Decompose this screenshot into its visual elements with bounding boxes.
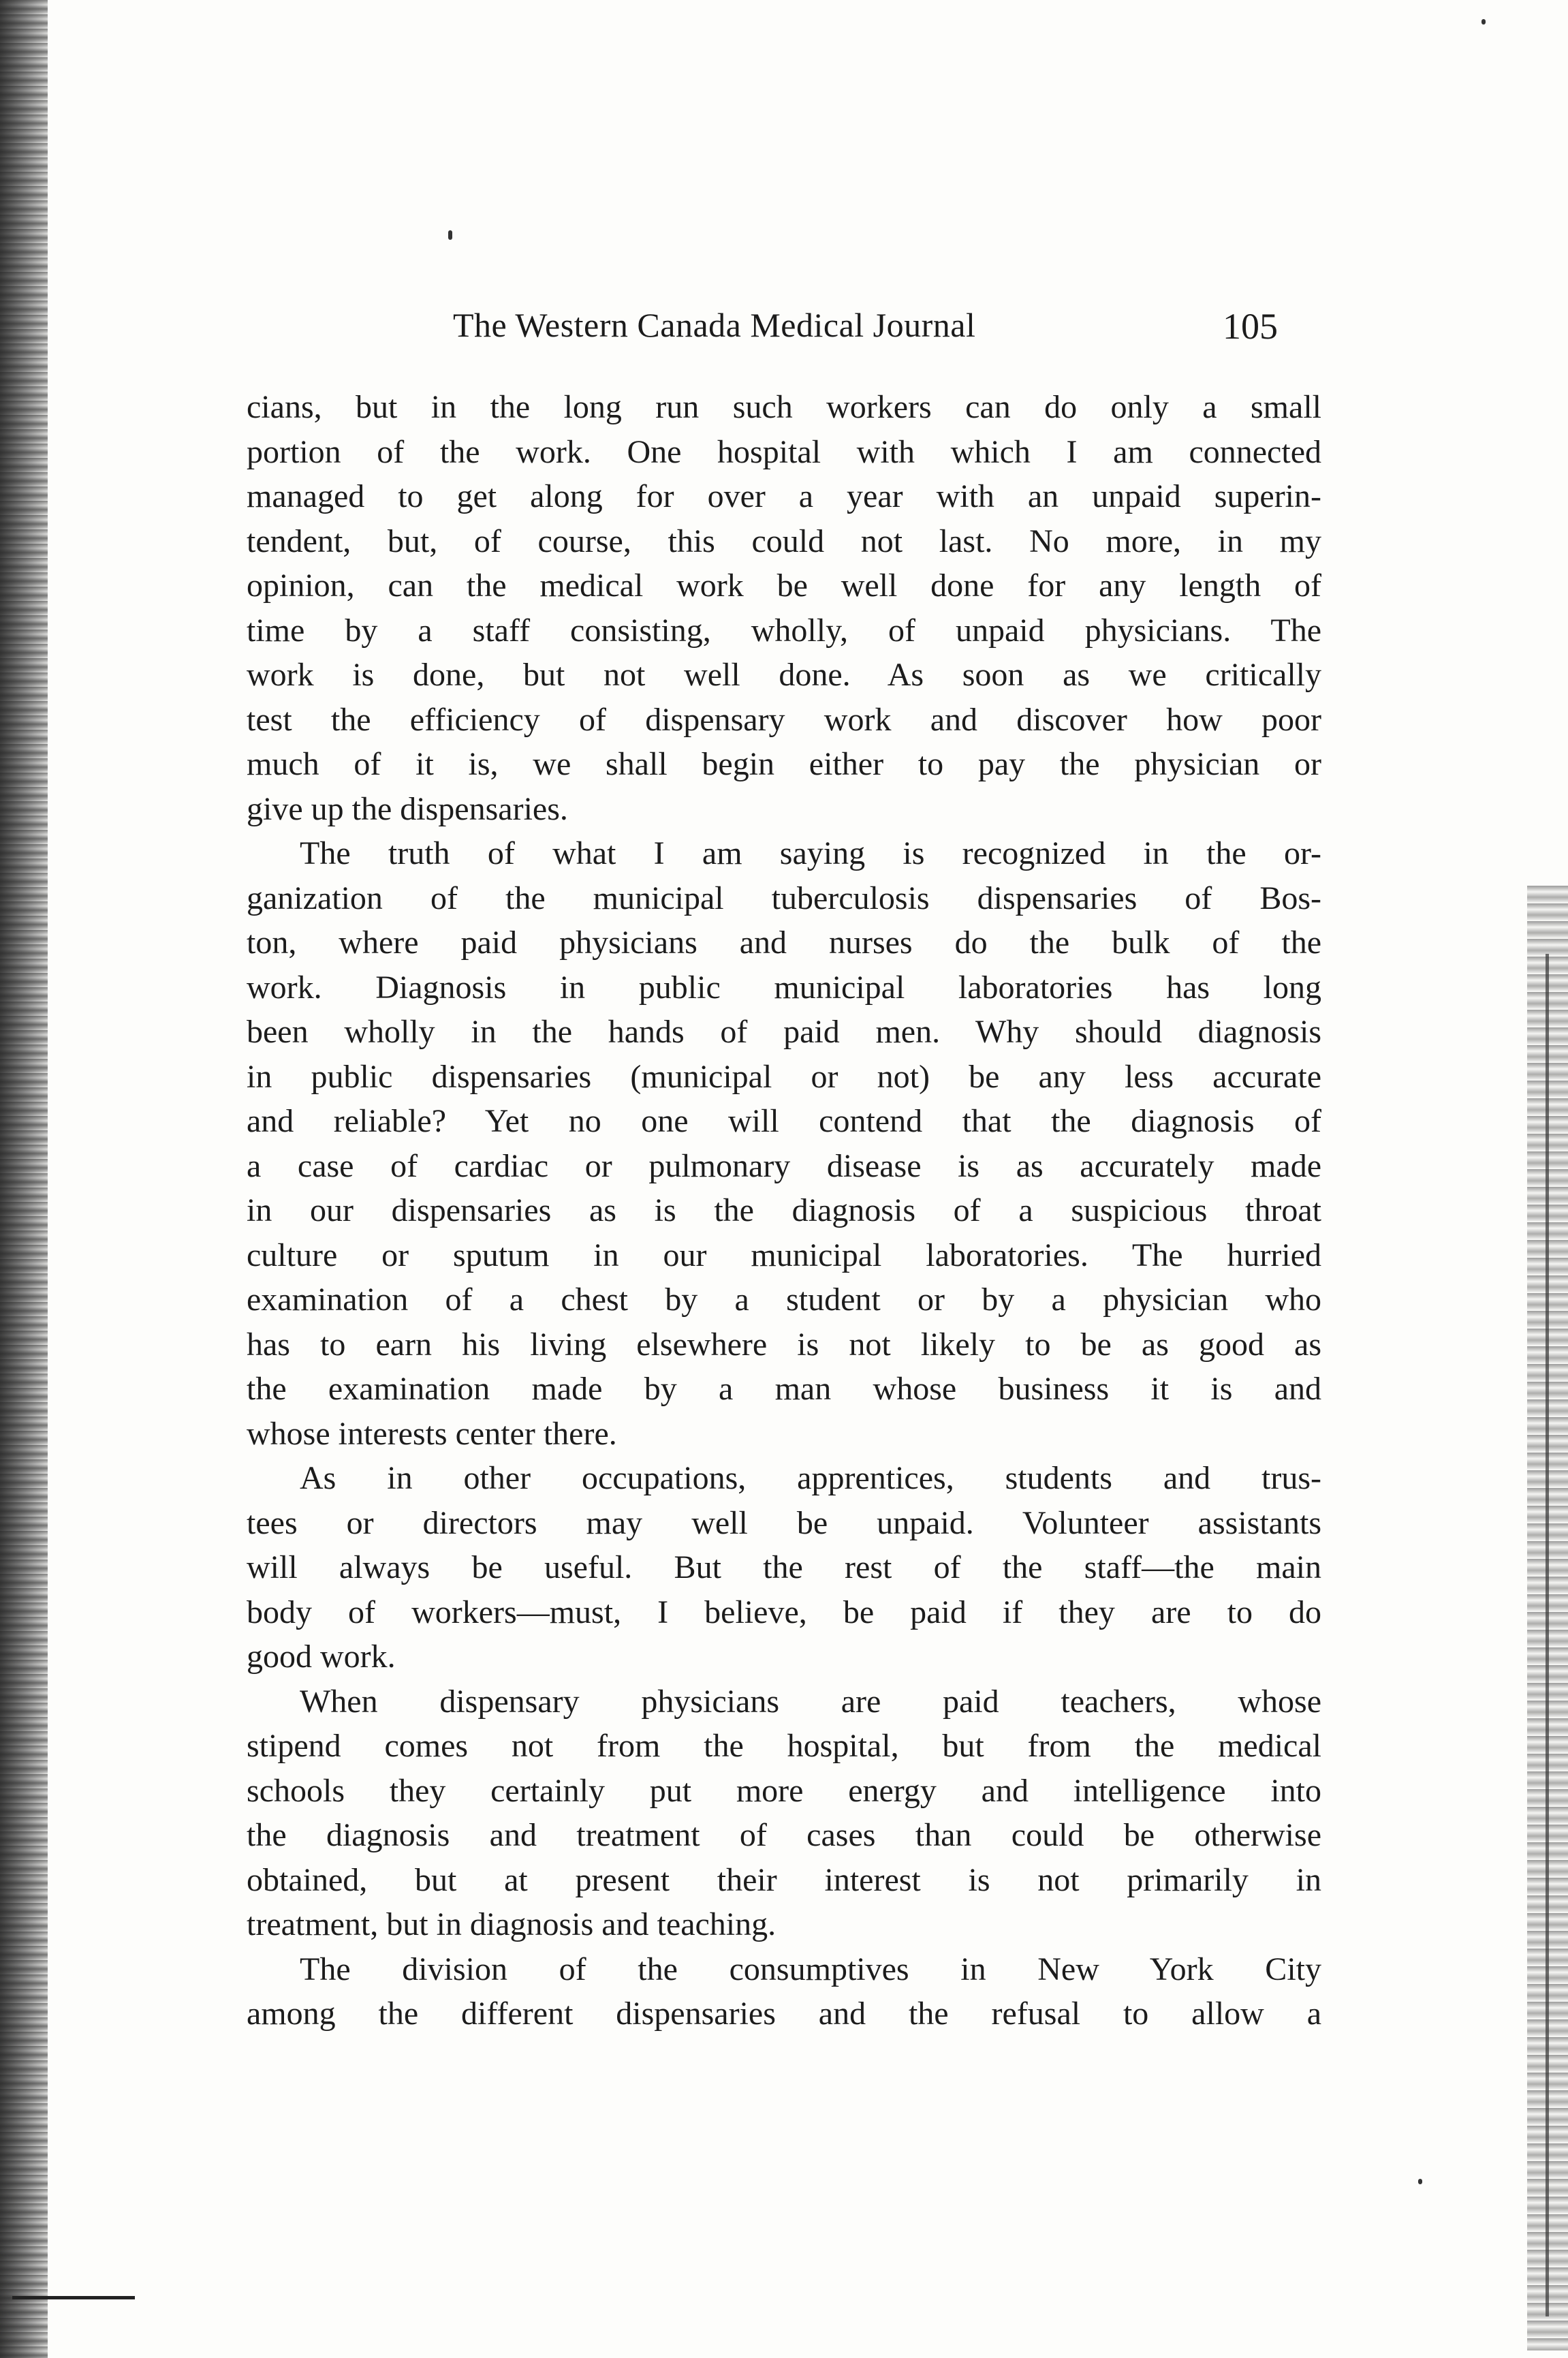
- text-line: opinion, can the medical work be well done for any length of: [247, 568, 1321, 604]
- text-line: ganization of the municipal tuberculosis dispensaries of Bos-: [247, 880, 1321, 916]
- text-line: the examination made by a man whose business it is and: [247, 1371, 1321, 1407]
- text-line: portion of the work. One hospital with which I am connected: [247, 433, 1321, 470]
- text-line: cians, but in the long run such workers can do only a small: [247, 389, 1321, 425]
- text-line: among the different dispensaries and the refusal to allow a: [247, 1996, 1321, 2032]
- text-line: treatment, but in diagnosis and teaching.: [247, 1906, 777, 1942]
- text-line: managed to get along for over a year with an unpaid superin-: [247, 478, 1321, 514]
- text-line: The truth of what I am saying is recognized in the or-: [300, 835, 1321, 871]
- body-text: [247, 385, 1321, 2036]
- text-line: time by a staff consisting, wholly, of unpaid physicians. The: [247, 612, 1321, 649]
- text-line: will always be useful. But the rest of the staff—the main: [247, 1549, 1321, 1585]
- text-line: give up the dispensaries.: [247, 790, 568, 827]
- text-line: a case of cardiac or pulmonary disease is as accurately made: [247, 1147, 1321, 1184]
- text-line: the diagnosis and treatment of cases than could be otherwise: [247, 1817, 1321, 1853]
- text-line: much of it is, we shall begin either to pay the physician or: [247, 746, 1321, 782]
- page-number: 105: [1223, 306, 1278, 347]
- text-line: obtained, but at present their interest is not primarily in: [247, 1861, 1321, 1898]
- text-line: whose interests center there.: [247, 1415, 617, 1452]
- scan-speck: [1481, 19, 1486, 25]
- text-line: been wholly in the hands of paid men. Why should diagnosis: [247, 1014, 1321, 1050]
- text-line: work. Diagnosis in public municipal laboratories has long: [247, 969, 1321, 1006]
- text-line: culture or sputum in our municipal laboratories. The hurried: [247, 1237, 1321, 1273]
- text-line: ton, where paid physicians and nurses do the bulk of the: [247, 925, 1321, 961]
- binding-corner-mark: [12, 2296, 135, 2299]
- text-line: When dispensary physicians are paid teachers, whose: [300, 1683, 1321, 1720]
- text-line: As in other occupations, apprentices, students and trus-: [300, 1460, 1321, 1496]
- text-line: has to earn his living elsewhere is not likely to be as good as: [247, 1326, 1321, 1363]
- text-line: in our dispensaries as is the diagnosis of a suspicious throat: [247, 1192, 1321, 1228]
- text-line: test the efficiency of dispensary work and discover how poor: [247, 701, 1321, 738]
- text-line: examination of a chest by a student or by a physician who: [247, 1282, 1321, 1318]
- text-line: and reliable? Yet no one will contend that the diagnosis of: [247, 1103, 1321, 1139]
- running-head: [249, 305, 1338, 373]
- right-edge-rule: [1546, 954, 1549, 2316]
- scan-speck: [448, 230, 452, 240]
- journal-title: The Western Canada Medical Journal: [453, 306, 976, 344]
- scan-speck: [1418, 2179, 1422, 2184]
- text-line: tendent, but, of course, this could not last. No more, in my: [247, 523, 1321, 559]
- scanned-binding-edge: [0, 0, 48, 2358]
- text-line: body of workers—must, I believe, be paid if they are to do: [247, 1594, 1321, 1630]
- text-line: good work.: [247, 1639, 396, 1675]
- text-line: tees or directors may well be unpaid. Volunteer assistants: [247, 1504, 1321, 1541]
- text-line: work is done, but not well done. As soon as we critically: [247, 657, 1321, 693]
- text-line: in public dispensaries (municipal or not) be any less accurate: [247, 1058, 1321, 1095]
- text-line: schools they certainly put more energy and intelligence into: [247, 1772, 1321, 1809]
- text-line: The division of the consumptives in New York City: [300, 1951, 1321, 1987]
- text-line: stipend comes not from the hospital, but from the medical: [247, 1728, 1321, 1764]
